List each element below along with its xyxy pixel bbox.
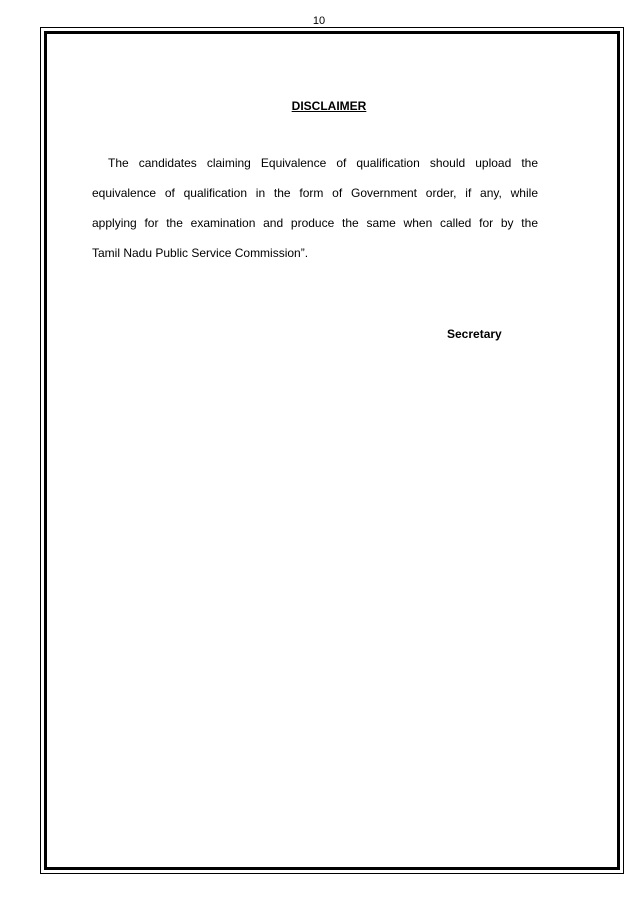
paragraph-line: The candidates claiming Equivalence of qualification should upload the [108, 156, 538, 170]
paragraph-line: applying for the examination and produce the same when called for by the [92, 216, 538, 230]
paragraph-line: Tamil Nadu Public Service Commission”. [92, 246, 309, 260]
disclaimer-heading: DISCLAIMER [291, 99, 367, 113]
paragraph-line: equivalence of qualification in the form of Government order, if any, while [92, 186, 538, 200]
signature-secretary: Secretary [447, 327, 502, 341]
page-number: 10 [312, 15, 326, 27]
